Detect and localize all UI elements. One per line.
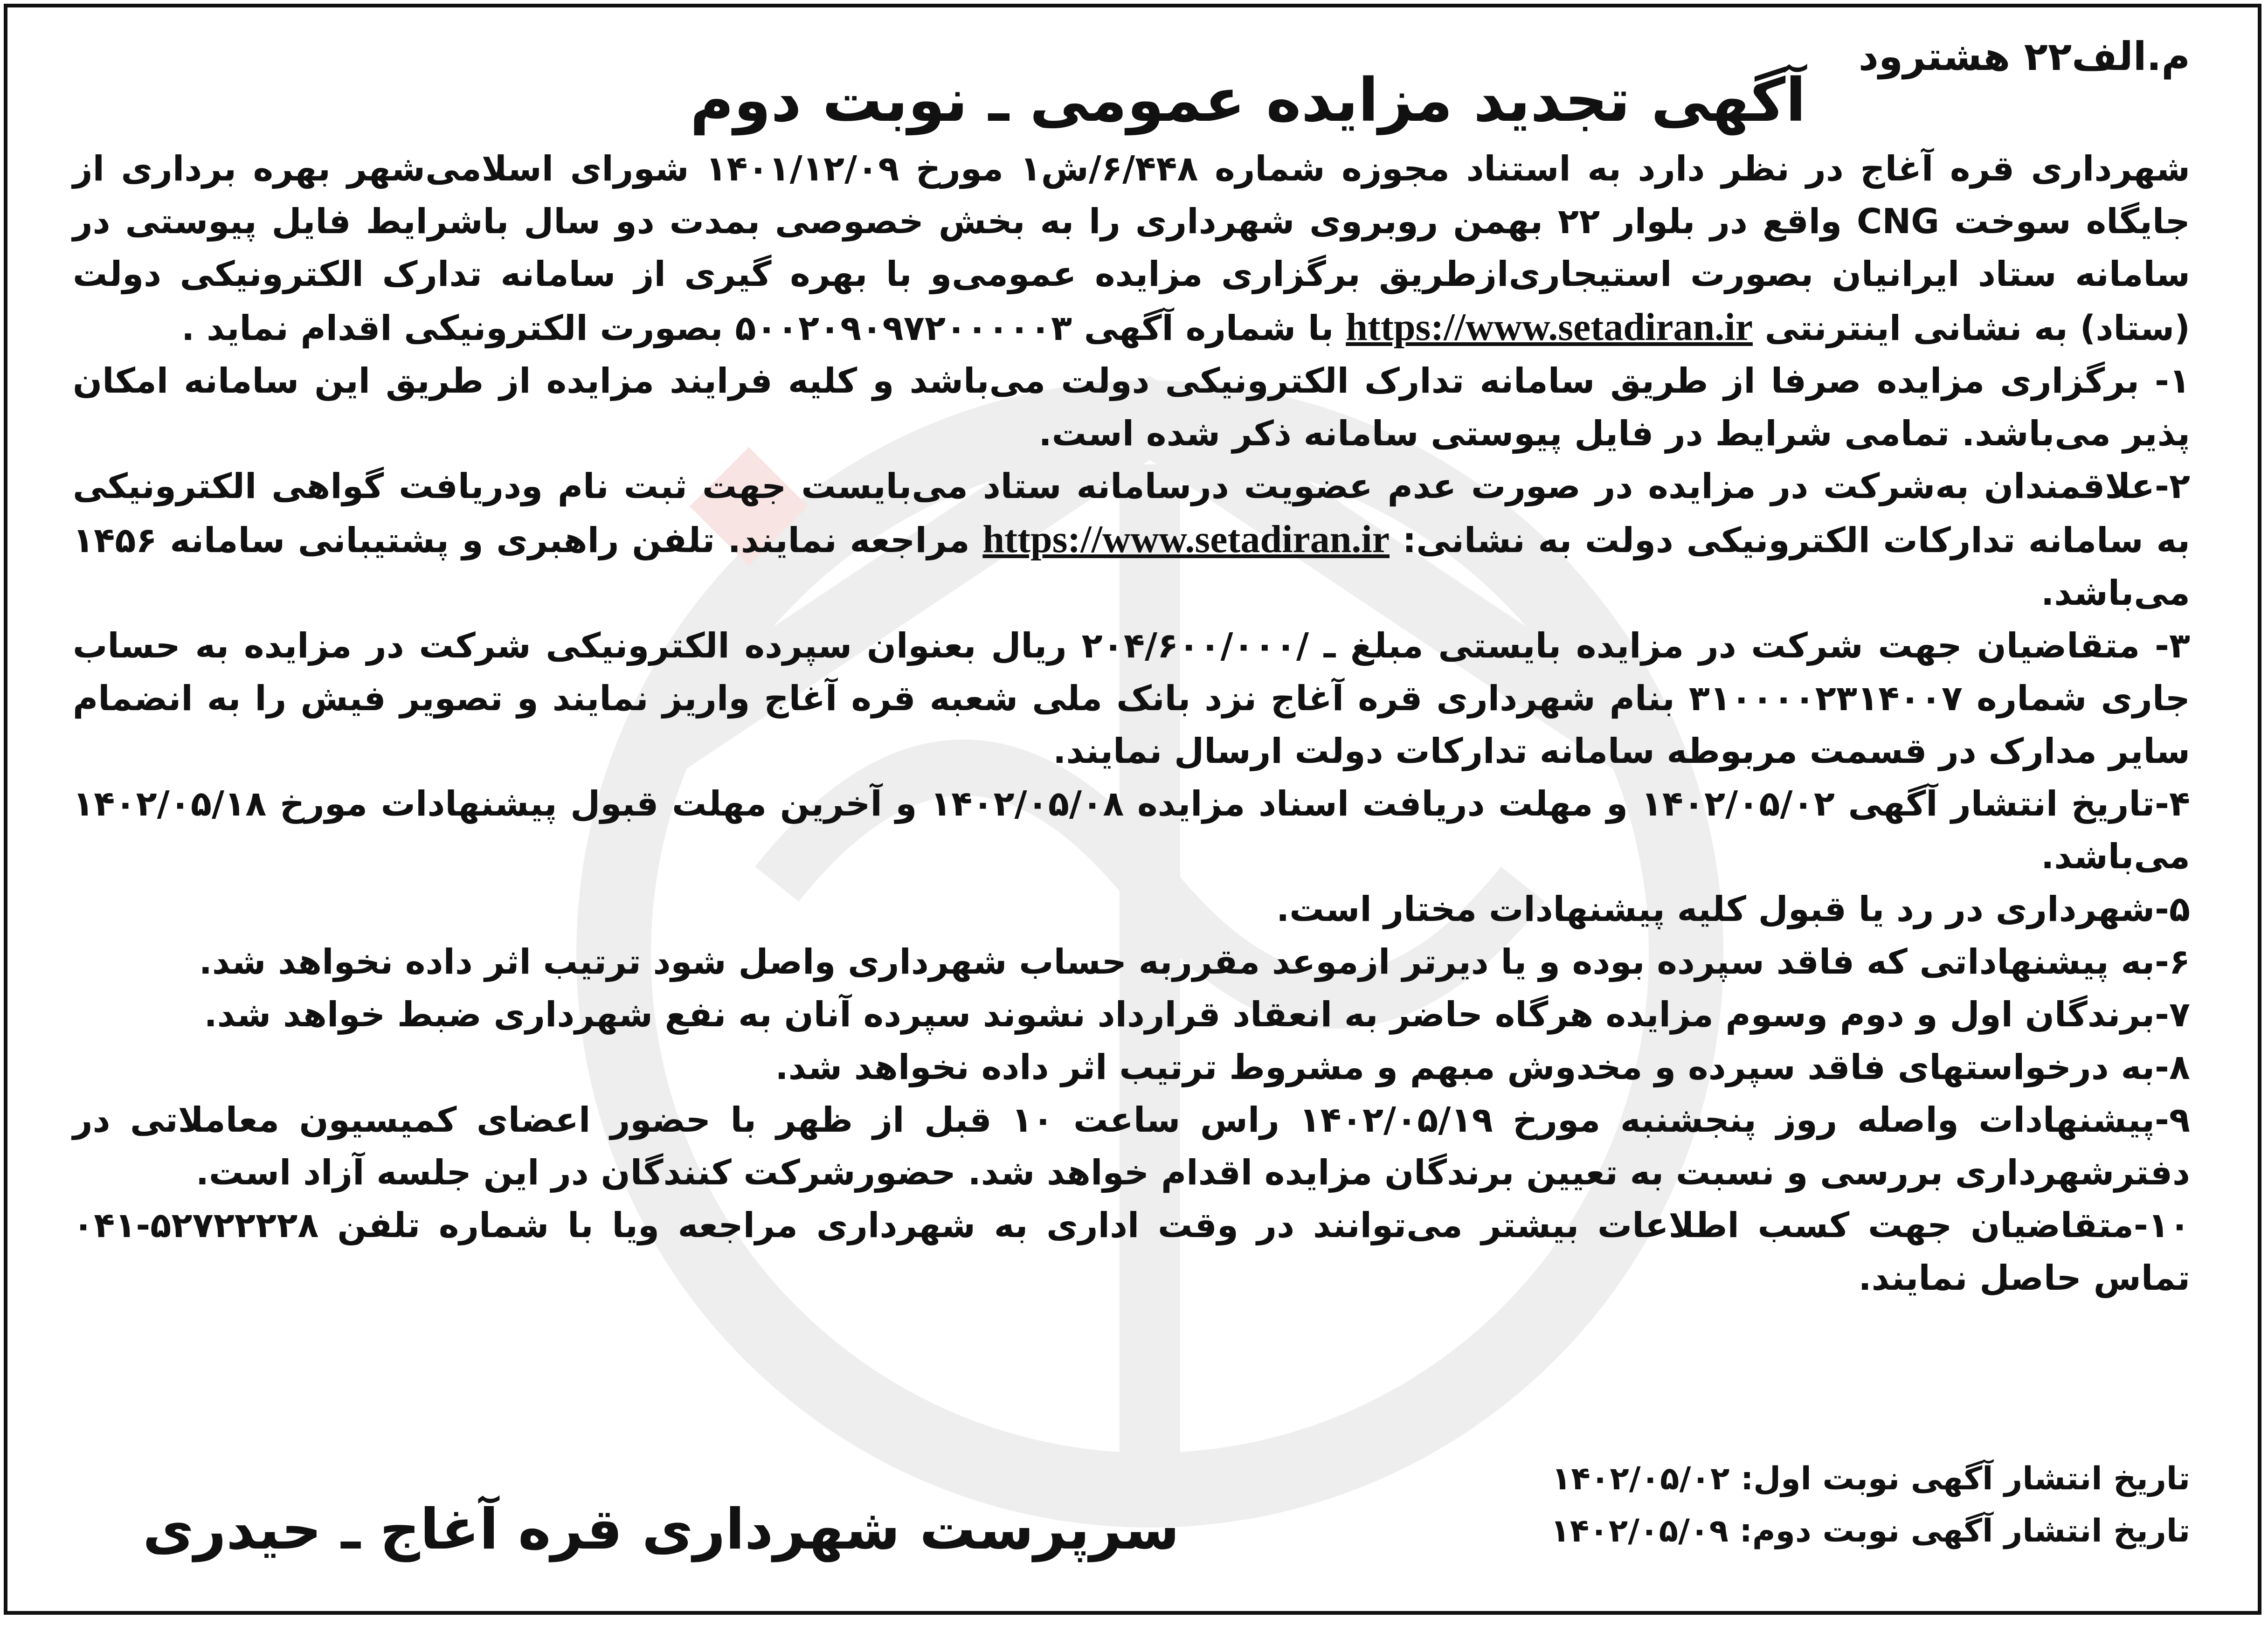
clause-6: ۶-به پیشنهاداتی که فاقد سپرده بوده و یا دیرتر ازموعد مقرربه حساب شهرداری واصل شود ترتیب اثر داده نخواهد شد. [199,942,2190,982]
notice-frame [4,4,2261,1615]
clause-5: ۵-شهرداری در رد یا قبول کلیه پیشنهادات مختار است. [1276,889,2190,929]
first-publication-date: تاریخ انتشار آگهی نوبت اول: ۱۴۰۲/۰۵/۰۲ [1551,1460,2190,1497]
clause-2 [73,460,2190,620]
clause-10: ۱۰-متقاضیان جهت کسب اطلاعات بیشتر می‌توانند در وقت اداری به شهرداری مراجعه ویا با شماره تلفن ۵۲۷۲۲۲۲۸-۰۴۱ تماس حاصل نمایند. [73,1205,2190,1298]
clause-2-text: ۲-علاقمندان به‌شرکت در مزایده در صورت عدم عضویت درسامانه ستاد می‌بایست جهت ثبت نام ودریافت گواهی الکترونیکی به سامانه تدارکات الکترونیکی دولت به نشانی: [73,466,2191,560]
intro-text: شهرداری قره آغاج در نظر دارد به استناد مجوزه شماره ۶/۴۴۸/ش۱ مورخ ۱۴۰۱/۱۲/۰۹ شورای اسلامی‌شهر بهره برداری از جایگاه سوخت CNG واقع در بلوار ۲۲ بهمن روبروی شهرداری را به بخش خصوصی بمدت دو سال باشرایط فایل پیوستی در سامانه ستاد ایرانیان بصورت استیجاری‌ازطریق برگزاری مزایده عمومی‌و با بهره گیری از سامانه تدارک الکترونیکی دولت (ستاد) به نشانی اینترنتی [73,149,2190,348]
clause-2-text-end: مراجعه نمایند. تلفن راهبری و پشتیبانی سامانه ۱۴۵۶ می‌باشد. [73,520,2190,613]
setadiran-link-clause-2[interactable]: https://www.setadiran.ir [982,518,1390,561]
clause-4: ۴-تاریخ انتشار آگهی ۱۴۰۲/۰۵/۰۲ و مهلت دریافت اسناد مزایده ۱۴۰۲/۰۵/۰۸ و آخرین مهلت قبول پیشنهادات مورخ ۱۴۰۲/۰۵/۱۸ می‌باشد. [73,784,2190,877]
notice-body [73,31,2190,1305]
clause-1: ۱- برگزاری مزایده صرفا از طریق سامانه تدارک الکترونیکی دولت می‌باشد و کلیه فرایند مزایده از طریق این سامانه امکان پذیر می‌باشد. تمامی شرایط در فایل پیوستی سامانه ذکر شده است. [73,361,2190,454]
publication-dates [1397,1453,2190,1557]
second-publication-date: تاریخ انتشار آگهی نوبت دوم: ۱۴۰۲/۰۵/۰۹ [1550,1513,2190,1549]
clause-3: ۳- متقاضیان جهت شرکت در مزایده بایستی مبلغ ـ /۲۰۴/۶۰۰/۰۰۰ ریال بعنوان سپرده الکترونیکی شرکت در مزایده به حساب جاری شماره ۳۱۰۰۰۰۲۳۱۴۰۰۷ بنام شهرداری قره آغاج نزد بانک ملی شعبه قره آغاج واریز نمایند و تصویر فیش را به انضمام سایر مدارک در قسمت مربوطه سامانه تدارکات دولت ارسال نمایند. [73,626,2190,771]
clause-8: ۸-به درخواستهای فاقد سپرده و مخدوش مبهم و مشروط ترتیب اثر داده نخواهد شد. [775,1047,2190,1087]
signature-line: سرپرست شهرداری قره آغاج ـ حیدری [143,1497,1180,1562]
clause-7: ۷-برندگان اول و دوم وسوم مزایده هرگاه حاضر به انعقاد قرارداد نشوند سپرده آنان به نفع شهرداری ضبط خواهد شد. [204,995,2190,1035]
setadiran-link[interactable]: https://www.setadiran.ir [1346,305,1753,349]
notice-footer [73,1453,2190,1593]
intro-paragraph [73,143,2190,355]
clause-9: ۹-پیشنهادات واصله روز پنجشنبه مورخ ۱۴۰۲/۰۵/۱۹ راس ساعت ۱۰ قبل از ظهر با حضور اعضای کمیسیون معاملاتی در دفترشهرداری بررسی و نسبت به تعیین برندگان مزایده اقدام خواهد شد. حضورشرکت کنندگان در این جلسه آزاد است. [73,1100,2190,1193]
intro-text-end: با شماره آگهی ۵۰۰۲۰۹۰۹۷۲۰۰۰۰۰۳ بصورت الکترونیکی اقدام نماید . [181,308,1334,348]
reference-number: م.الف۲۲ هشترود [1858,34,2190,79]
notice-title: آگهی تجدید مزایده عمومی ـ نوبت دوم [690,66,1806,135]
